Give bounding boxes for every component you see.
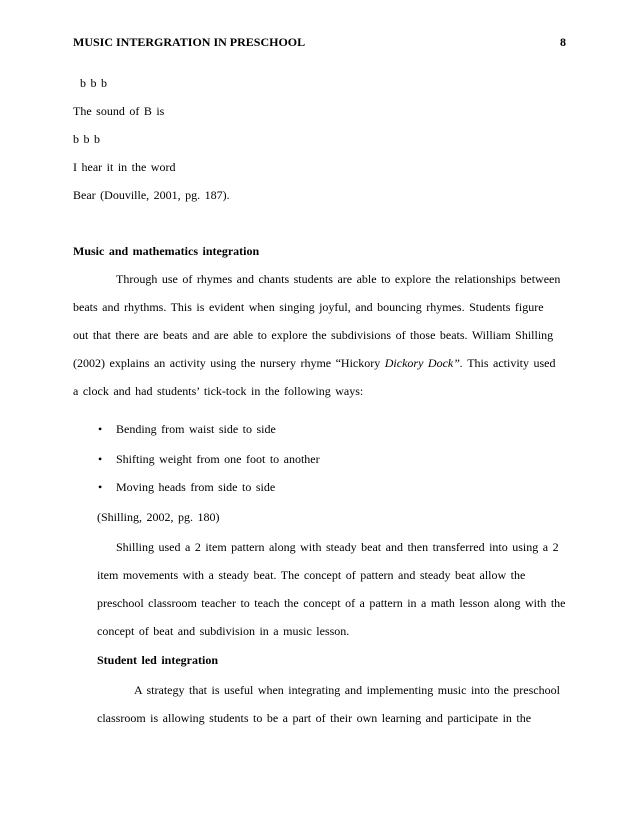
- section-heading-student: Student led integration: [97, 653, 219, 667]
- page-number: 8: [560, 35, 566, 49]
- paragraph-line: beats and rhythms. This is evident when singing joyful, and bouncing rhymes. Students figure: [73, 300, 544, 314]
- poem-line: I hear it in the word: [73, 160, 176, 174]
- bullet-dot-icon: •: [98, 452, 103, 466]
- line-text: (2002) explains an activity using the nursery rhyme “Hickory: [73, 356, 385, 370]
- poem-line: b b b: [80, 76, 107, 90]
- italic-title: Dickory Dock”.: [384, 356, 463, 370]
- running-head-title: MUSIC INTERGRATION IN PRESCHOOL: [73, 35, 306, 49]
- paragraph-line: [73, 356, 556, 370]
- paragraph-line: A strategy that is useful when integrating and implementing music into the preschool: [134, 683, 560, 697]
- paragraph-line: out that there are beats and are able to explore the subdivisions of those beats. William Shilling: [73, 328, 554, 342]
- bullet-dot-icon: •: [98, 422, 103, 436]
- section-heading-math: Music and mathematics integration: [73, 244, 260, 258]
- running-header: [73, 35, 566, 55]
- paragraph-line: Through use of rhymes and chants students are able to explore the relationships between: [116, 272, 561, 286]
- poem-line: The sound of B is: [73, 104, 165, 118]
- paragraph-line: item movements with a steady beat. The concept of pattern and steady beat allow the: [97, 568, 526, 582]
- paragraph-line: concept of beat and subdivision in a music lesson.: [97, 624, 350, 638]
- poem-line: Bear (Douville, 2001, pg. 187).: [73, 188, 230, 202]
- paragraph-line: a clock and had students’ tick-tock in the following ways:: [73, 384, 364, 398]
- citation: (Shilling, 2002, pg. 180): [97, 510, 220, 524]
- paragraph-line: classroom is allowing students to be a part of their own learning and participate in the: [97, 711, 532, 725]
- bullet-item: Bending from waist side to side: [116, 422, 276, 436]
- paragraph-line: Shilling used a 2 item pattern along with steady beat and then transferred into using a 2: [116, 540, 559, 554]
- line-text: This activity used: [462, 356, 556, 370]
- bullet-item: Shifting weight from one foot to another: [116, 452, 320, 466]
- bullet-dot-icon: •: [98, 480, 103, 494]
- paragraph-line: preschool classroom teacher to teach the concept of a pattern in a math lesson along with the: [97, 596, 566, 610]
- bullet-item: Moving heads from side to side: [116, 480, 276, 494]
- poem-line: b b b: [73, 132, 100, 146]
